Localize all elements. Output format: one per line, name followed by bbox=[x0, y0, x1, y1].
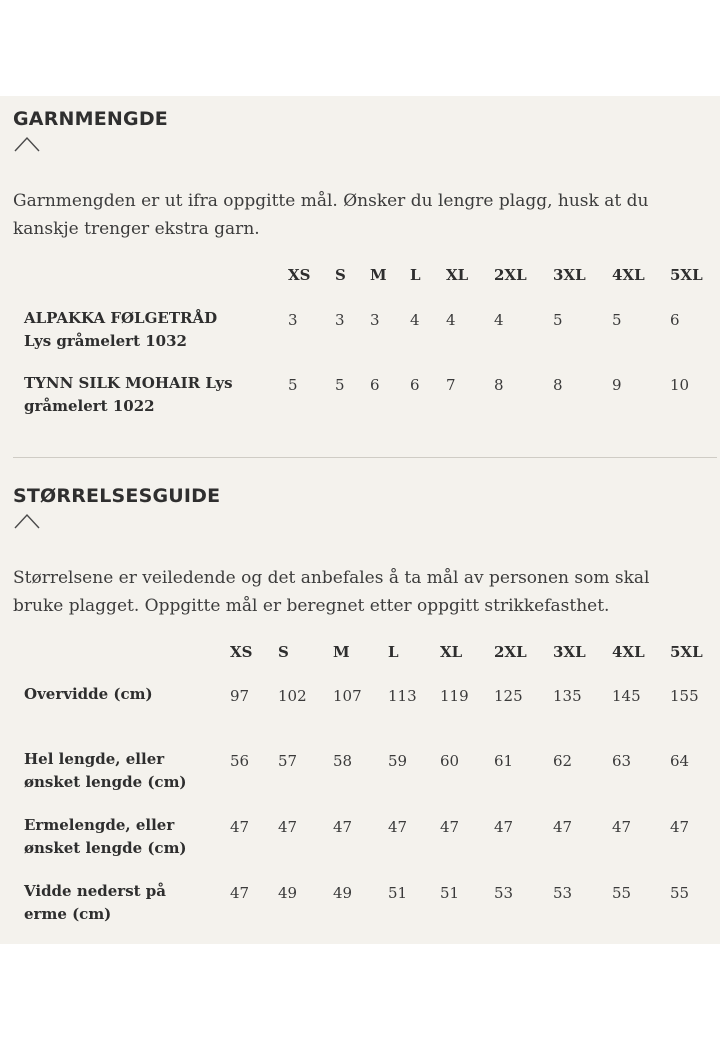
table-cell: 4 bbox=[410, 311, 420, 329]
chevron-up-icon[interactable] bbox=[14, 136, 40, 152]
table-cell: 113 bbox=[388, 687, 417, 705]
yarn-intro-text: Garnmengden er ut ifra oppgitte mål. Ønsker du lengre plagg, husk at du kanskje trenger ekstra garn. bbox=[13, 191, 649, 239]
table-cell: 5 bbox=[612, 311, 622, 329]
table-cell: 49 bbox=[333, 884, 353, 902]
row-label-line: Vidde nederst på bbox=[24, 882, 167, 900]
column-header-xl: XL bbox=[446, 266, 469, 284]
table-cell: 10 bbox=[670, 376, 690, 394]
table-cell: 4 bbox=[446, 311, 456, 329]
table-cell: 155 bbox=[670, 687, 699, 705]
column-header-5xl: 5XL bbox=[670, 643, 703, 661]
column-header-2xl: 2XL bbox=[494, 643, 527, 661]
column-header-3xl: 3XL bbox=[553, 266, 586, 284]
row-label-line: Overvidde (cm) bbox=[24, 685, 153, 703]
table-cell: 47 bbox=[230, 884, 250, 902]
table-cell: 51 bbox=[388, 884, 408, 902]
table-cell: 5 bbox=[335, 376, 345, 394]
column-header-3xl: 3XL bbox=[553, 643, 586, 661]
row-label-line: ønsket lengde (cm) bbox=[24, 773, 187, 791]
sizeguide-section-title: STØRRELSESGUIDE bbox=[13, 485, 221, 507]
row-label bbox=[24, 748, 187, 794]
row-label bbox=[24, 814, 187, 860]
table-cell: 55 bbox=[670, 884, 690, 902]
table-cell: 47 bbox=[670, 818, 690, 836]
table-cell: 3 bbox=[370, 311, 380, 329]
table-cell: 145 bbox=[612, 687, 641, 705]
table-cell: 63 bbox=[612, 752, 632, 770]
table-cell: 47 bbox=[494, 818, 514, 836]
table-cell: 47 bbox=[612, 818, 632, 836]
column-header-2xl: 2XL bbox=[494, 266, 527, 284]
table-cell: 47 bbox=[230, 818, 250, 836]
table-cell: 8 bbox=[494, 376, 504, 394]
table-cell: 102 bbox=[278, 687, 307, 705]
table-cell: 61 bbox=[494, 752, 514, 770]
row-label-line: Hel lengde, eller bbox=[24, 750, 165, 768]
table-cell: 47 bbox=[388, 818, 408, 836]
column-header-4xl: 4XL bbox=[612, 643, 645, 661]
column-header-l: L bbox=[410, 266, 421, 284]
table-cell: 5 bbox=[553, 311, 563, 329]
table-cell: 64 bbox=[670, 752, 690, 770]
column-header-xs: XS bbox=[288, 266, 311, 284]
column-header-l: L bbox=[388, 643, 399, 661]
table-cell: 47 bbox=[553, 818, 573, 836]
table-cell: 51 bbox=[440, 884, 460, 902]
row-label bbox=[24, 307, 217, 353]
table-cell: 53 bbox=[553, 884, 573, 902]
column-header-m: M bbox=[370, 266, 387, 284]
table-cell: 62 bbox=[553, 752, 573, 770]
table-cell: 58 bbox=[333, 752, 353, 770]
sizeguide-intro-text: Størrelsene er veiledende og det anbefales å ta mål av personen som skal bruke plagget. Oppgitte mål er beregnet etter oppgitt strikkefasthet. bbox=[13, 568, 650, 616]
row-label bbox=[24, 372, 233, 418]
yarn-section-title: GARNMENGDE bbox=[13, 108, 168, 130]
table-cell: 8 bbox=[553, 376, 563, 394]
table-cell: 59 bbox=[388, 752, 408, 770]
column-header-xl: XL bbox=[440, 643, 463, 661]
table-cell: 6 bbox=[410, 376, 420, 394]
table-cell: 53 bbox=[494, 884, 514, 902]
table-cell: 97 bbox=[230, 687, 250, 705]
row-label bbox=[24, 683, 153, 706]
row-label-line: Lys gråmelert 1032 bbox=[24, 332, 187, 350]
table-cell: 56 bbox=[230, 752, 250, 770]
table-cell: 47 bbox=[333, 818, 353, 836]
table-cell: 6 bbox=[370, 376, 380, 394]
table-cell: 57 bbox=[278, 752, 298, 770]
table-cell: 5 bbox=[288, 376, 298, 394]
table-cell: 107 bbox=[333, 687, 362, 705]
table-cell: 119 bbox=[440, 687, 469, 705]
row-label-line: erme (cm) bbox=[24, 905, 112, 923]
column-header-s: S bbox=[278, 643, 289, 661]
table-cell: 4 bbox=[494, 311, 504, 329]
table-cell: 55 bbox=[612, 884, 632, 902]
row-label-line: gråmelert 1022 bbox=[24, 397, 155, 415]
table-cell: 7 bbox=[446, 376, 456, 394]
row-label-line: ALPAKKA FØLGETRÅD bbox=[24, 309, 218, 327]
section-divider bbox=[13, 457, 717, 458]
row-label-line: TYNN SILK MOHAIR Lys bbox=[24, 374, 233, 392]
table-cell: 60 bbox=[440, 752, 460, 770]
table-cell: 125 bbox=[494, 687, 523, 705]
row-label bbox=[24, 880, 166, 926]
table-cell: 49 bbox=[278, 884, 298, 902]
row-label-line: ønsket lengde (cm) bbox=[24, 839, 187, 857]
table-cell: 9 bbox=[612, 376, 622, 394]
column-header-4xl: 4XL bbox=[612, 266, 645, 284]
column-header-s: S bbox=[335, 266, 346, 284]
table-cell: 47 bbox=[278, 818, 298, 836]
table-cell: 135 bbox=[553, 687, 582, 705]
column-header-xs: XS bbox=[230, 643, 253, 661]
table-cell: 47 bbox=[440, 818, 460, 836]
table-cell: 3 bbox=[288, 311, 298, 329]
chevron-up-icon[interactable] bbox=[14, 513, 40, 529]
column-header-5xl: 5XL bbox=[670, 266, 703, 284]
row-label-line: Ermelengde, eller bbox=[24, 816, 175, 834]
table-cell: 3 bbox=[335, 311, 345, 329]
table-cell: 6 bbox=[670, 311, 680, 329]
column-header-m: M bbox=[333, 643, 350, 661]
